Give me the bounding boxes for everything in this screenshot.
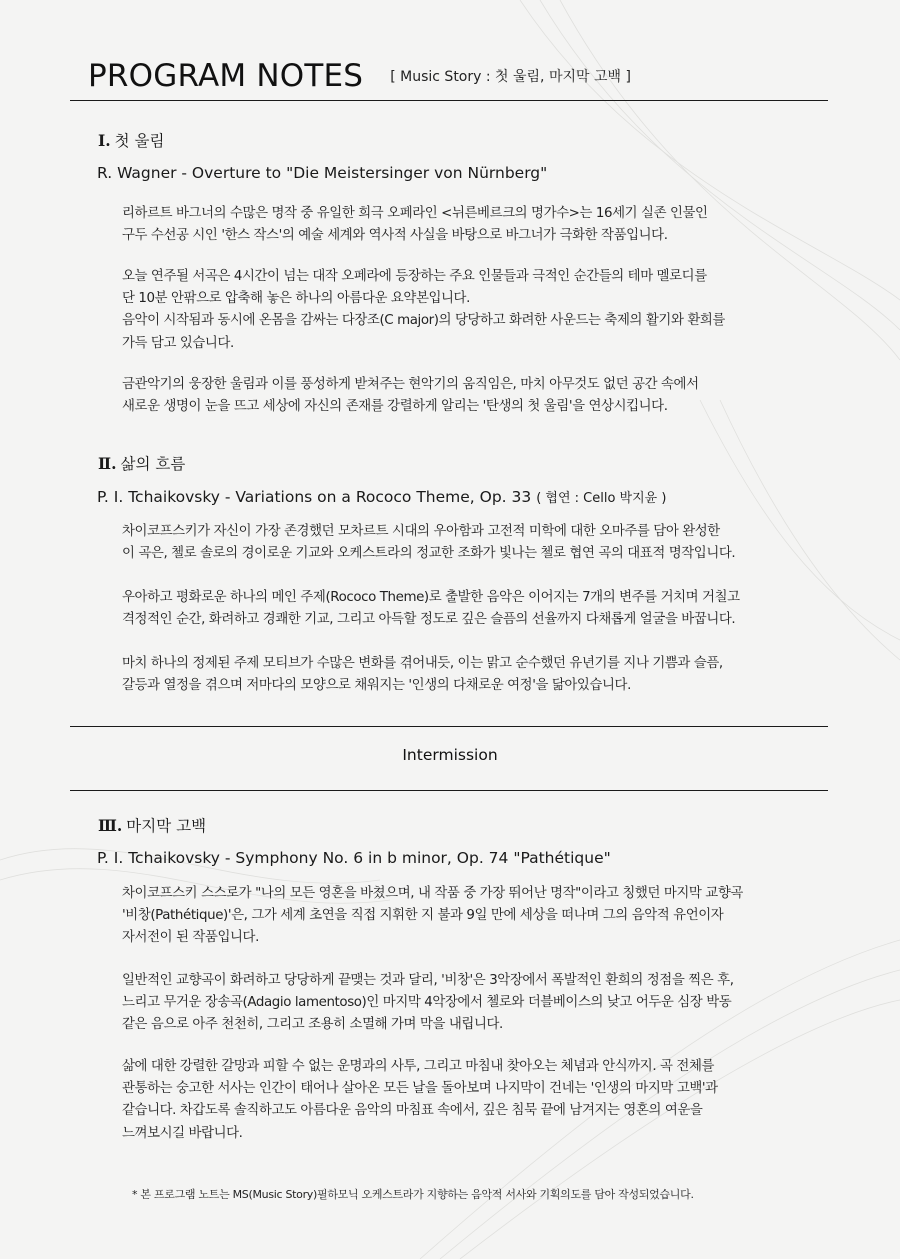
footnote: * 본 프로그램 노트는 MS(Music Story)필하모닉 오케스트라가 지향하는 음악적 서사와 기획의도를 담아 작성되었습니다. bbox=[132, 1188, 694, 1201]
text-line: 삶에 대한 강렬한 갈망과 피할 수 없는 운명과의 사투, 그리고 마침내 찾아오는 체념과 안식까지. 곡 전체를 bbox=[122, 1059, 715, 1074]
text-line: 단 10분 안팎으로 압축해 놓은 하나의 아름다운 요약본입니다. bbox=[122, 291, 470, 307]
text-line: 차이코프스키가 자신이 가장 존경했던 모차르트 시대의 우아함과 고전적 미학에 대한 오마주를 담아 완성한 bbox=[122, 524, 720, 539]
section-numeral: Ⅲ. bbox=[98, 816, 123, 835]
piece-name: P. I. Tchaikovsky - Variations on a Rococo Theme, Op. 33 bbox=[97, 488, 532, 506]
intermission-rule-bottom bbox=[70, 790, 828, 791]
paragraph bbox=[122, 266, 812, 355]
section-numeral: Ⅱ. bbox=[98, 454, 117, 473]
intermission-rule-top bbox=[70, 726, 828, 727]
paragraph bbox=[122, 587, 812, 631]
section-title-3 bbox=[98, 814, 206, 836]
paragraph bbox=[122, 653, 812, 697]
text-line: 느껴보시길 바랍니다. bbox=[122, 1125, 243, 1141]
text-line: 차이코프스키 스스로가 "나의 모든 영혼을 바쳤으며, 내 작품 중 가장 뛰어난 명작"이라고 칭했던 마지막 교향곡 bbox=[122, 886, 743, 901]
section-heading: 마지막 고백 bbox=[126, 817, 207, 835]
paragraph bbox=[122, 203, 812, 247]
text-line: 가득 담고 있습니다. bbox=[122, 335, 234, 351]
text-line: 리하르트 바그너의 수많은 명작 중 유일한 희극 오페라인 <뉘른베르크의 명가수>는 16세기 실존 인물인 bbox=[122, 206, 708, 221]
text-line: 느리고 무거운 장송곡(Adagio lamentoso)인 마지막 4악장에서 첼로와 더블베이스의 낮고 어두운 심장 박동 bbox=[122, 995, 732, 1011]
text-line: 격정적인 순간, 화려하고 경쾌한 기교, 그리고 아득할 정도로 깊은 슬픔의 선율까지 다채롭게 얼굴을 바꿉니다. bbox=[122, 612, 736, 628]
text-line: 같은 음으로 아주 천천히, 그리고 조용히 소멸해 가며 막을 내립니다. bbox=[122, 1017, 503, 1033]
text-line: 마치 하나의 정제된 주제 모티브가 수많은 변화를 겪어내듯, 이는 맑고 순수했던 유년기를 지나 기쁨과 슬픔, bbox=[122, 656, 723, 671]
piece-title-2 bbox=[97, 487, 666, 506]
piece-title-1: R. Wagner - Overture to "Die Meistersinger von Nürnberg" bbox=[97, 164, 548, 182]
section-numeral: Ⅰ. bbox=[98, 131, 111, 150]
intermission-label: Intermission bbox=[402, 746, 498, 764]
page-subtitle: [ Music Story : 첫 울림, 마지막 고백 ] bbox=[390, 69, 631, 85]
paragraph bbox=[122, 883, 812, 950]
paragraph bbox=[122, 374, 812, 418]
text-line: 음악이 시작됨과 동시에 온몸을 감싸는 다장조(C major)의 당당하고 화려한 사운드는 축제의 활기와 환희를 bbox=[122, 313, 725, 329]
text-line: 이 곡은, 첼로 솔로의 경이로운 기교와 오케스트라의 정교한 조화가 빛나는 첼로 협연 곡의 대표적 명작입니다. bbox=[122, 546, 736, 562]
piece-title-3: P. I. Tchaikovsky - Symphony No. 6 in b minor, Op. 74 "Pathétique" bbox=[97, 849, 611, 867]
paragraph bbox=[122, 970, 812, 1037]
page-title: PROGRAM NOTES bbox=[88, 58, 364, 94]
soloist-note: ( 협연 : Cello 박지윤 ) bbox=[536, 491, 667, 506]
paragraph bbox=[122, 1056, 812, 1145]
text-line: 오늘 연주될 서곡은 4시간이 넘는 대작 오페라에 등장하는 주요 인물들과 극적인 순간들의 테마 멜로디를 bbox=[122, 269, 707, 284]
section-heading: 첫 울림 bbox=[114, 132, 165, 150]
text-line: 관통하는 숭고한 서사는 인간이 태어나 살아온 모든 날을 돌아보며 나지막이 건네는 '인생의 마지막 고백'과 bbox=[122, 1081, 718, 1097]
text-line: 구두 수선공 시인 '한스 작스'의 예술 세계와 역사적 사실을 바탕으로 바그너가 극화한 작품입니다. bbox=[122, 228, 668, 244]
text-line: 갈등과 열정을 겪으며 저마다의 모양으로 채워지는 '인생의 다채로운 여정'을 닮아있습니다. bbox=[122, 678, 631, 694]
section-heading: 삶의 흐름 bbox=[120, 455, 186, 473]
paragraph bbox=[122, 521, 812, 565]
text-line: 자서전이 된 작품입니다. bbox=[122, 930, 259, 946]
text-line: 같습니다. 차갑도록 솔직하고도 아름다운 음악의 마침표 속에서, 깊은 침묵 끝에 남겨지는 영혼의 여운을 bbox=[122, 1103, 703, 1119]
section-title-2 bbox=[98, 452, 185, 474]
text-line: 새로운 생명이 눈을 뜨고 세상에 자신의 존재를 강렬하게 알리는 '탄생의 첫 울림'을 연상시킵니다. bbox=[122, 399, 668, 415]
header-rule bbox=[70, 100, 828, 101]
text-line: '비창(Pathétique)'은, 그가 세계 초연을 직접 지휘한 지 불과 9일 만에 세상을 떠나며 그의 음악적 유언이자 bbox=[122, 908, 724, 924]
text-line: 우아하고 평화로운 하나의 메인 주제(Rococo Theme)로 출발한 음악은 이어지는 7개의 변주를 거치며 거칠고 bbox=[122, 590, 740, 605]
section-title-1 bbox=[98, 129, 165, 151]
text-line: 일반적인 교향곡이 화려하고 당당하게 끝맺는 것과 달리, '비창'은 3악장에서 폭발적인 환희의 정점을 찍은 후, bbox=[122, 973, 734, 988]
header bbox=[88, 58, 631, 94]
text-line: 금관악기의 웅장한 울림과 이를 풍성하게 받쳐주는 현악기의 움직임은, 마치 아무것도 없던 공간 속에서 bbox=[122, 377, 699, 392]
